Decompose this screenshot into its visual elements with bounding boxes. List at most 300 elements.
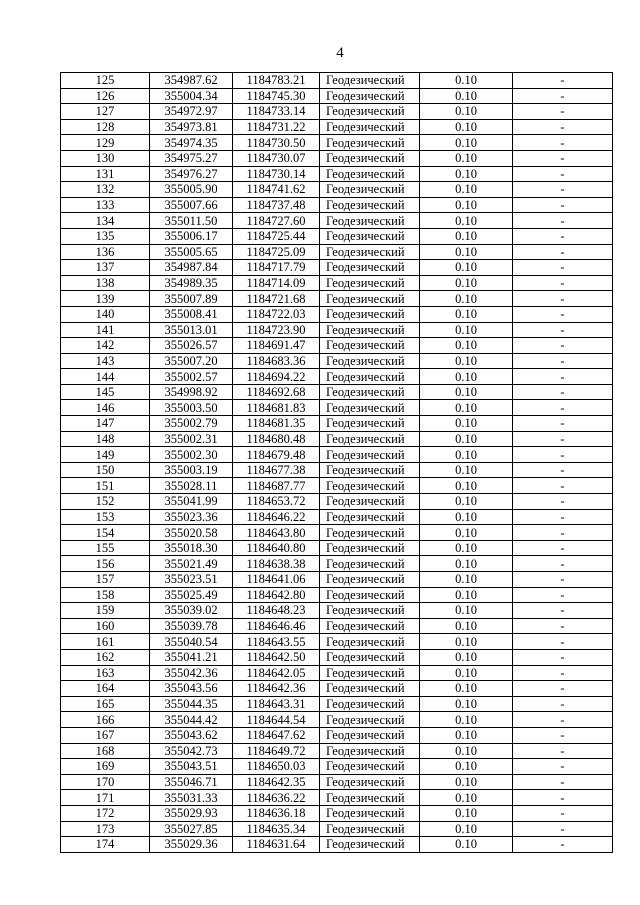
table-row [61,821,613,837]
method-cell: Геодезический [320,338,420,354]
x-coordinate-cell: 355005.90 [150,182,233,198]
method-cell: Геодезический [320,104,420,120]
note-cell: - [513,447,613,463]
accuracy-cell: 0.10 [420,837,513,853]
point-number-cell: 146 [61,400,150,416]
point-number-cell: 174 [61,837,150,853]
note-cell: - [513,727,613,743]
x-coordinate-cell: 355002.57 [150,369,233,385]
coordinates-table [60,72,613,853]
note-cell: - [513,572,613,588]
table-row [61,416,613,432]
table-row [61,228,613,244]
x-coordinate-cell: 354976.27 [150,166,233,182]
accuracy-cell: 0.10 [420,696,513,712]
accuracy-cell: 0.10 [420,291,513,307]
x-coordinate-cell: 355028.11 [150,478,233,494]
point-number-cell: 141 [61,322,150,338]
y-coordinate-cell: 1184653.72 [233,494,320,510]
y-coordinate-cell: 1184731.22 [233,119,320,135]
y-coordinate-cell: 1184725.44 [233,228,320,244]
method-cell: Геодезический [320,353,420,369]
point-number-cell: 131 [61,166,150,182]
accuracy-cell: 0.10 [420,556,513,572]
x-coordinate-cell: 354987.84 [150,260,233,276]
x-coordinate-cell: 355005.65 [150,244,233,260]
y-coordinate-cell: 1184680.48 [233,431,320,447]
note-cell: - [513,649,613,665]
accuracy-cell: 0.10 [420,260,513,276]
note-cell: - [513,400,613,416]
note-cell: - [513,556,613,572]
point-number-cell: 149 [61,447,150,463]
point-number-cell: 163 [61,665,150,681]
table-row [61,618,613,634]
note-cell: - [513,306,613,322]
method-cell: Геодезический [320,213,420,229]
table-row [61,447,613,463]
point-number-cell: 140 [61,306,150,322]
method-cell: Геодезический [320,727,420,743]
x-coordinate-cell: 355025.49 [150,587,233,603]
note-cell: - [513,73,613,89]
y-coordinate-cell: 1184649.72 [233,743,320,759]
point-number-cell: 168 [61,743,150,759]
note-cell: - [513,774,613,790]
x-coordinate-cell: 355042.36 [150,665,233,681]
accuracy-cell: 0.10 [420,384,513,400]
x-coordinate-cell: 354989.35 [150,275,233,291]
point-number-cell: 150 [61,462,150,478]
table-row [61,727,613,743]
note-cell: - [513,712,613,728]
x-coordinate-cell: 355043.56 [150,681,233,697]
note-cell: - [513,291,613,307]
y-coordinate-cell: 1184640.80 [233,540,320,556]
x-coordinate-cell: 355041.21 [150,649,233,665]
accuracy-cell: 0.10 [420,150,513,166]
method-cell: Геодезический [320,400,420,416]
y-coordinate-cell: 1184642.50 [233,649,320,665]
table-row [61,260,613,276]
table-row [61,774,613,790]
accuracy-cell: 0.10 [420,509,513,525]
y-coordinate-cell: 1184646.46 [233,618,320,634]
accuracy-cell: 0.10 [420,618,513,634]
method-cell: Геодезический [320,665,420,681]
point-number-cell: 171 [61,790,150,806]
x-coordinate-cell: 355013.01 [150,322,233,338]
note-cell: - [513,119,613,135]
method-cell: Геодезический [320,369,420,385]
x-coordinate-cell: 355002.30 [150,447,233,463]
method-cell: Геодезический [320,743,420,759]
accuracy-cell: 0.10 [420,727,513,743]
table-row [61,603,613,619]
method-cell: Геодезический [320,228,420,244]
table-row [61,369,613,385]
x-coordinate-cell: 355029.36 [150,837,233,853]
x-coordinate-cell: 355011.50 [150,213,233,229]
note-cell: - [513,166,613,182]
y-coordinate-cell: 1184683.36 [233,353,320,369]
accuracy-cell: 0.10 [420,369,513,385]
x-coordinate-cell: 355007.66 [150,197,233,213]
method-cell: Геодезический [320,572,420,588]
point-number-cell: 143 [61,353,150,369]
note-cell: - [513,135,613,151]
y-coordinate-cell: 1184646.22 [233,509,320,525]
accuracy-cell: 0.10 [420,712,513,728]
table-row [61,322,613,338]
y-coordinate-cell: 1184687.77 [233,478,320,494]
accuracy-cell: 0.10 [420,338,513,354]
x-coordinate-cell: 355039.02 [150,603,233,619]
table-row [61,88,613,104]
accuracy-cell: 0.10 [420,416,513,432]
accuracy-cell: 0.10 [420,649,513,665]
accuracy-cell: 0.10 [420,166,513,182]
table-row [61,431,613,447]
y-coordinate-cell: 1184631.64 [233,837,320,853]
accuracy-cell: 0.10 [420,353,513,369]
point-number-cell: 129 [61,135,150,151]
y-coordinate-cell: 1184723.90 [233,322,320,338]
method-cell: Геодезический [320,556,420,572]
point-number-cell: 173 [61,821,150,837]
method-cell: Геодезический [320,73,420,89]
y-coordinate-cell: 1184644.54 [233,712,320,728]
note-cell: - [513,384,613,400]
y-coordinate-cell: 1184730.14 [233,166,320,182]
table-row [61,509,613,525]
note-cell: - [513,805,613,821]
coordinates-table-body [61,73,613,853]
y-coordinate-cell: 1184730.07 [233,150,320,166]
y-coordinate-cell: 1184717.79 [233,260,320,276]
note-cell: - [513,104,613,120]
point-number-cell: 172 [61,805,150,821]
y-coordinate-cell: 1184643.31 [233,696,320,712]
x-coordinate-cell: 355018.30 [150,540,233,556]
note-cell: - [513,244,613,260]
method-cell: Геодезический [320,150,420,166]
y-coordinate-cell: 1184643.55 [233,634,320,650]
x-coordinate-cell: 355041.99 [150,494,233,510]
table-row [61,837,613,853]
note-cell: - [513,618,613,634]
note-cell: - [513,540,613,556]
table-row [61,572,613,588]
accuracy-cell: 0.10 [420,540,513,556]
x-coordinate-cell: 355044.42 [150,712,233,728]
accuracy-cell: 0.10 [420,525,513,541]
accuracy-cell: 0.10 [420,431,513,447]
accuracy-cell: 0.10 [420,681,513,697]
table-row [61,634,613,650]
point-number-cell: 132 [61,182,150,198]
method-cell: Геодезический [320,275,420,291]
point-number-cell: 158 [61,587,150,603]
method-cell: Геодезический [320,712,420,728]
table-row [61,805,613,821]
note-cell: - [513,228,613,244]
point-number-cell: 162 [61,649,150,665]
note-cell: - [513,88,613,104]
point-number-cell: 142 [61,338,150,354]
y-coordinate-cell: 1184783.21 [233,73,320,89]
note-cell: - [513,681,613,697]
point-number-cell: 167 [61,727,150,743]
point-number-cell: 169 [61,759,150,775]
method-cell: Геодезический [320,696,420,712]
x-coordinate-cell: 355040.54 [150,634,233,650]
table-row [61,400,613,416]
method-cell: Геодезический [320,805,420,821]
note-cell: - [513,525,613,541]
point-number-cell: 153 [61,509,150,525]
note-cell: - [513,338,613,354]
x-coordinate-cell: 354987.62 [150,73,233,89]
x-coordinate-cell: 355023.51 [150,572,233,588]
accuracy-cell: 0.10 [420,244,513,260]
table-row [61,306,613,322]
x-coordinate-cell: 355029.93 [150,805,233,821]
accuracy-cell: 0.10 [420,759,513,775]
method-cell: Геодезический [320,494,420,510]
method-cell: Геодезический [320,478,420,494]
note-cell: - [513,837,613,853]
note-cell: - [513,603,613,619]
accuracy-cell: 0.10 [420,805,513,821]
x-coordinate-cell: 355003.19 [150,462,233,478]
method-cell: Геодезический [320,447,420,463]
x-coordinate-cell: 354973.81 [150,119,233,135]
table-row [61,462,613,478]
point-number-cell: 166 [61,712,150,728]
accuracy-cell: 0.10 [420,665,513,681]
method-cell: Геодезический [320,821,420,837]
point-number-cell: 127 [61,104,150,120]
note-cell: - [513,478,613,494]
method-cell: Геодезический [320,431,420,447]
x-coordinate-cell: 354972.97 [150,104,233,120]
y-coordinate-cell: 1184677.38 [233,462,320,478]
table-row [61,478,613,494]
y-coordinate-cell: 1184727.60 [233,213,320,229]
y-coordinate-cell: 1184737.48 [233,197,320,213]
note-cell: - [513,587,613,603]
method-cell: Геодезический [320,244,420,260]
point-number-cell: 147 [61,416,150,432]
x-coordinate-cell: 355006.17 [150,228,233,244]
x-coordinate-cell: 355043.51 [150,759,233,775]
x-coordinate-cell: 355008.41 [150,306,233,322]
x-coordinate-cell: 354998.92 [150,384,233,400]
method-cell: Геодезический [320,197,420,213]
y-coordinate-cell: 1184638.38 [233,556,320,572]
y-coordinate-cell: 1184647.62 [233,727,320,743]
point-number-cell: 151 [61,478,150,494]
method-cell: Геодезический [320,135,420,151]
point-number-cell: 144 [61,369,150,385]
point-number-cell: 125 [61,73,150,89]
y-coordinate-cell: 1184650.03 [233,759,320,775]
table-row [61,556,613,572]
accuracy-cell: 0.10 [420,104,513,120]
note-cell: - [513,275,613,291]
y-coordinate-cell: 1184643.80 [233,525,320,541]
method-cell: Геодезический [320,416,420,432]
table-row [61,73,613,89]
method-cell: Геодезический [320,384,420,400]
accuracy-cell: 0.10 [420,447,513,463]
point-number-cell: 157 [61,572,150,588]
method-cell: Геодезический [320,291,420,307]
point-number-cell: 170 [61,774,150,790]
point-number-cell: 134 [61,213,150,229]
table-row [61,525,613,541]
accuracy-cell: 0.10 [420,88,513,104]
table-row [61,743,613,759]
x-coordinate-cell: 355044.35 [150,696,233,712]
point-number-cell: 139 [61,291,150,307]
accuracy-cell: 0.10 [420,275,513,291]
method-cell: Геодезический [320,182,420,198]
y-coordinate-cell: 1184725.09 [233,244,320,260]
note-cell: - [513,182,613,198]
note-cell: - [513,665,613,681]
x-coordinate-cell: 355046.71 [150,774,233,790]
method-cell: Геодезический [320,306,420,322]
table-row [61,338,613,354]
accuracy-cell: 0.10 [420,603,513,619]
accuracy-cell: 0.10 [420,135,513,151]
method-cell: Геодезический [320,634,420,650]
y-coordinate-cell: 1184745.30 [233,88,320,104]
y-coordinate-cell: 1184694.22 [233,369,320,385]
method-cell: Геодезический [320,587,420,603]
x-coordinate-cell: 355002.31 [150,431,233,447]
table-row [61,150,613,166]
accuracy-cell: 0.10 [420,774,513,790]
accuracy-cell: 0.10 [420,790,513,806]
note-cell: - [513,416,613,432]
point-number-cell: 133 [61,197,150,213]
x-coordinate-cell: 355007.89 [150,291,233,307]
point-number-cell: 152 [61,494,150,510]
y-coordinate-cell: 1184721.68 [233,291,320,307]
method-cell: Геодезический [320,774,420,790]
y-coordinate-cell: 1184692.68 [233,384,320,400]
accuracy-cell: 0.10 [420,197,513,213]
method-cell: Геодезический [320,681,420,697]
point-number-cell: 165 [61,696,150,712]
y-coordinate-cell: 1184642.05 [233,665,320,681]
point-number-cell: 126 [61,88,150,104]
note-cell: - [513,509,613,525]
accuracy-cell: 0.10 [420,182,513,198]
x-coordinate-cell: 355002.79 [150,416,233,432]
accuracy-cell: 0.10 [420,400,513,416]
method-cell: Геодезический [320,166,420,182]
y-coordinate-cell: 1184681.83 [233,400,320,416]
note-cell: - [513,369,613,385]
point-number-cell: 161 [61,634,150,650]
accuracy-cell: 0.10 [420,73,513,89]
accuracy-cell: 0.10 [420,494,513,510]
point-number-cell: 160 [61,618,150,634]
note-cell: - [513,431,613,447]
method-cell: Геодезический [320,525,420,541]
table-row [61,384,613,400]
accuracy-cell: 0.10 [420,634,513,650]
y-coordinate-cell: 1184642.36 [233,681,320,697]
note-cell: - [513,634,613,650]
accuracy-cell: 0.10 [420,213,513,229]
x-coordinate-cell: 354974.35 [150,135,233,151]
x-coordinate-cell: 355039.78 [150,618,233,634]
x-coordinate-cell: 355026.57 [150,338,233,354]
table-row [61,665,613,681]
x-coordinate-cell: 355020.58 [150,525,233,541]
table-row [61,759,613,775]
table-row [61,540,613,556]
method-cell: Геодезический [320,790,420,806]
table-row [61,104,613,120]
note-cell: - [513,790,613,806]
accuracy-cell: 0.10 [420,478,513,494]
table-row [61,213,613,229]
note-cell: - [513,696,613,712]
table-row [61,291,613,307]
point-number-cell: 154 [61,525,150,541]
y-coordinate-cell: 1184642.80 [233,587,320,603]
note-cell: - [513,494,613,510]
y-coordinate-cell: 1184679.48 [233,447,320,463]
page-number: 4 [336,45,344,61]
note-cell: - [513,322,613,338]
y-coordinate-cell: 1184741.62 [233,182,320,198]
method-cell: Геодезический [320,509,420,525]
table-row [61,244,613,260]
table-row [61,649,613,665]
y-coordinate-cell: 1184636.18 [233,805,320,821]
x-coordinate-cell: 354975.27 [150,150,233,166]
y-coordinate-cell: 1184733.14 [233,104,320,120]
point-number-cell: 145 [61,384,150,400]
accuracy-cell: 0.10 [420,572,513,588]
point-number-cell: 130 [61,150,150,166]
accuracy-cell: 0.10 [420,462,513,478]
note-cell: - [513,260,613,276]
point-number-cell: 128 [61,119,150,135]
y-coordinate-cell: 1184648.23 [233,603,320,619]
y-coordinate-cell: 1184681.35 [233,416,320,432]
x-coordinate-cell: 355023.36 [150,509,233,525]
accuracy-cell: 0.10 [420,119,513,135]
method-cell: Геодезический [320,462,420,478]
note-cell: - [513,743,613,759]
method-cell: Геодезический [320,119,420,135]
method-cell: Геодезический [320,540,420,556]
y-coordinate-cell: 1184730.50 [233,135,320,151]
method-cell: Геодезический [320,322,420,338]
y-coordinate-cell: 1184642.35 [233,774,320,790]
table-row [61,182,613,198]
point-number-cell: 155 [61,540,150,556]
point-number-cell: 156 [61,556,150,572]
